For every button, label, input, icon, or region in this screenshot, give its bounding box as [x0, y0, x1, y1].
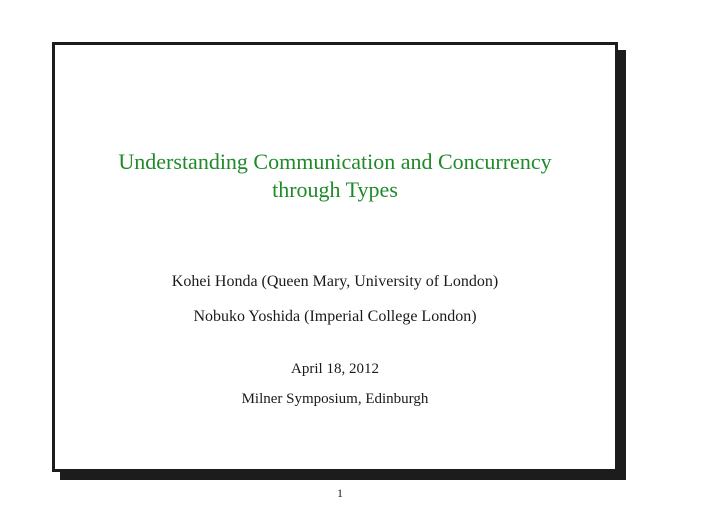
- slide-frame: [52, 42, 618, 472]
- presentation-date: April 18, 2012: [291, 361, 379, 377]
- title-line-1: Understanding Communication and Concurrency: [118, 149, 552, 174]
- page-number: 1: [337, 486, 343, 500]
- author-honda: Kohei Honda (Queen Mary, University of London): [171, 273, 499, 290]
- title-line-2: through Types: [272, 177, 398, 202]
- slide-title: [55, 148, 615, 204]
- presentation-venue: Milner Symposium, Edinburgh: [241, 391, 429, 407]
- author-yoshida: Nobuko Yoshida (Imperial College London): [193, 308, 477, 325]
